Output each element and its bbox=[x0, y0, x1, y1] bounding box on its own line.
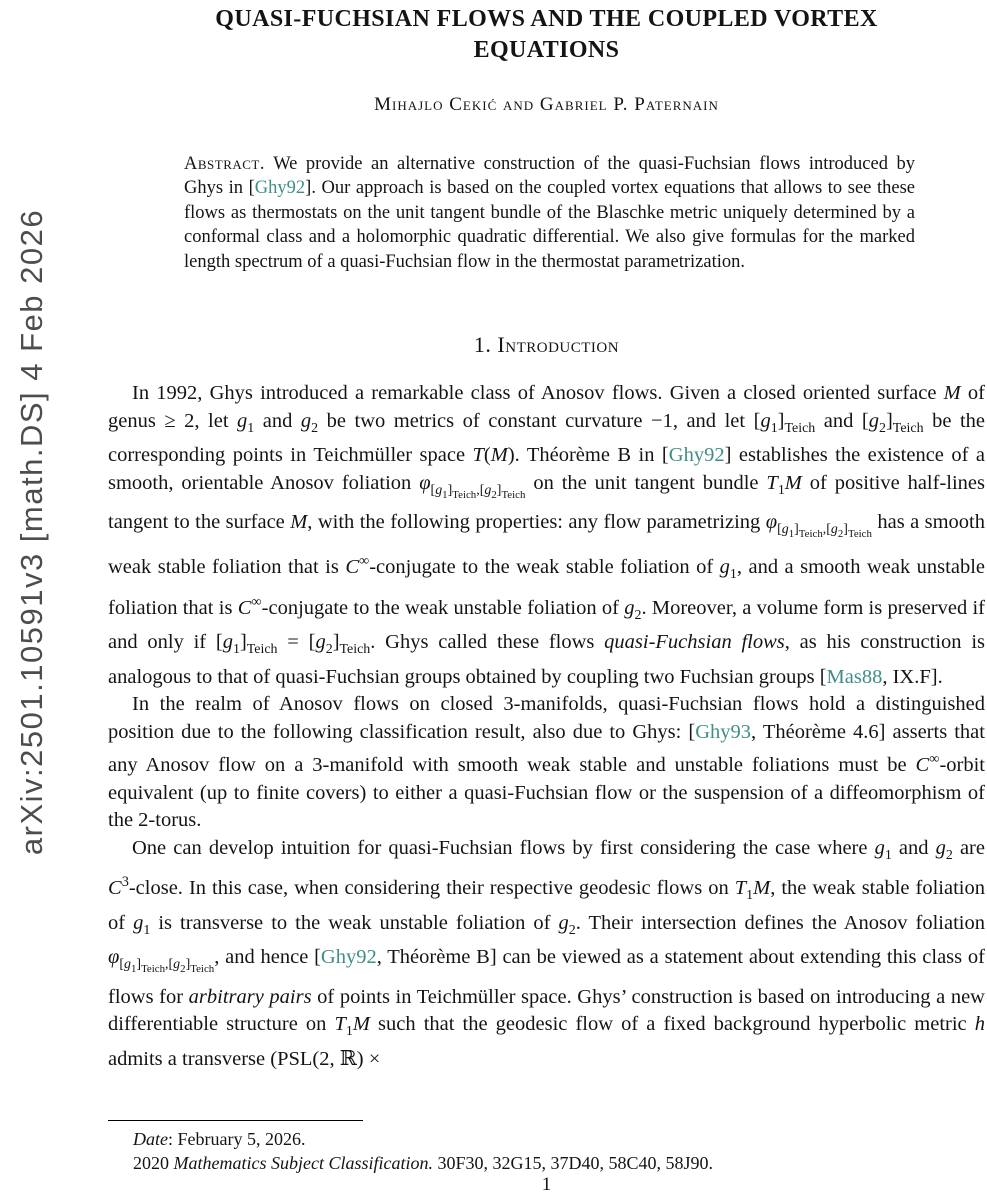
citation-ghy93[interactable]: Ghy93 bbox=[695, 720, 752, 743]
citation-ghy92-2[interactable]: Ghy92 bbox=[320, 946, 377, 969]
intro-paragraph-3: One can develop intuition for quasi-Fuchsian flows by first considering the case where $g_1$ and $g_2$ are $C^3$-close. In this case, when considering their respective geodesic flows on $T_1M$, the weak stable foliation of $g_1$ is transverse to the weak unstable foliation of $g_2$. Their intersection defines the Anosov foliation $\varphi_{[g_1]_{Teich},[g_2]_{Teich}}$, and hence [Ghy92, Théorème B] can be viewed as a statement about extending this class of flows for arbitrary pairs of points in Teichmüller space. Ghys’ construction is based on introducing a new differentiable structure on $T_1M$ such that the geodesic flow of a fixed background hyperbolic metric h admits a transverse (PSL(2, ℝ) × bbox=[108, 836, 985, 1070]
intro-paragraph-2: In the realm of Anosov flows on closed 3-manifolds, quasi-Fuchsian flows hold a distinguished position due to the following classification result, also due to Ghys: [Ghy93, Théorème 4.6] asserts that any Anosov flow on a 3-manifold with smooth weak stable and unstable foliations must be C∞-orbit equivalent (up to finite covers) to either a quasi-Fuchsian flow or the suspension of a diffeomorphism of the 2-torus. bbox=[108, 693, 985, 832]
paper-authors: Mihajlo Cekić and Gabriel P. Paternain bbox=[374, 94, 719, 115]
paper-content bbox=[108, 4, 985, 1073]
page-number: 1 bbox=[541, 1174, 552, 1195]
footnote-date: Date: February 5, 2026. bbox=[133, 1129, 306, 1149]
footnote-rule bbox=[108, 1120, 363, 1121]
citation-ghy92-abstract[interactable]: Ghy92 bbox=[254, 178, 306, 199]
citation-ghy92[interactable]: Ghy92 bbox=[668, 444, 725, 467]
arxiv-watermark: arXiv:2501.10591v3 [math.DS] 4 Feb 2026 bbox=[14, 208, 49, 856]
section-heading-introduction: 1. Introduction bbox=[473, 332, 620, 358]
footnote-msc: 2020 Mathematics Subject Classification. 30F30, 32G15, 37D40, 58C40, 58J90. bbox=[133, 1152, 714, 1173]
paper-title: QUASI-FUCHSIAN FLOWS AND THE COUPLED VORTEX EQUATIONS bbox=[215, 6, 878, 63]
footnote-block bbox=[108, 1120, 985, 1175]
intro-paragraph-1: In 1992, Ghys introduced a remarkable class of Anosov flows. Given a closed oriented surface M of genus ≥ 2, let $g_1$ and $g_2$ be two metrics of constant curvature −1, and let $[g_1]_{Teich}$ and $[g_2]_{Teich}$ be the corresponding points in Teichmüller space T(M). Théorème B in [Ghy92] establishes the existence of a smooth, orientable Anosov foliation $\varphi_{[g_1]_{Teich},[g_2]_{Teich}}$ on the unit tangent bundle $T_1M$ of positive half-lines tangent to the surface M, with the following properties: any flow parametrizing $\varphi_{[g_1]_{Teich},[g_2]_{Teich}}$ has a smooth weak stable foliation that is C∞-conjugate to the weak stable foliation of $g_1$, and a smooth weak unstable foliation that is C∞-conjugate to the weak unstable foliation of $g_2$. Moreover, a volume form is preserved if and only if $[g_1]_{Teich} = [g_2]_{Teich}$. Ghys called these flows quasi-Fuchsian flows, as his construction is analogous to that of quasi-Fuchsian groups obtained by coupling two Fuchsian groups [Mas88, IX.F]. bbox=[108, 382, 985, 688]
abstract: Abstract. We provide an alternative construction of the quasi-Fuchsian flows introduced by Ghys in [Ghy92]. Our approach is based on the coupled vortex equations that allows to see these flows as thermostats on the unit tangent bundle of the Blaschke metric uniquely determined by a conformal class and a holomorphic quadratic differential. We also give formulas for the marked length spectrum of a quasi-Fuchsian flow in the thermostat parametrization. bbox=[184, 154, 915, 272]
citation-mas88[interactable]: Mas88 bbox=[826, 665, 883, 688]
